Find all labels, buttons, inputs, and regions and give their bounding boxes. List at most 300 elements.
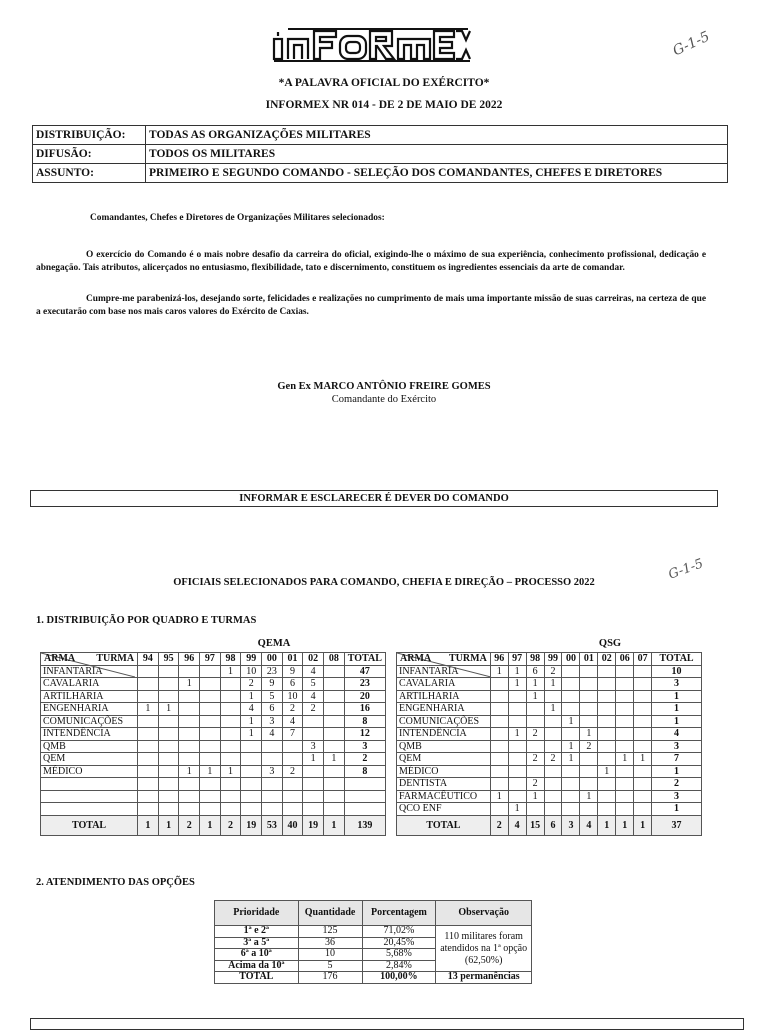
table-row <box>397 728 702 741</box>
observation-cell: 110 militares foram atendidos na 1ª opção (62,50%) <box>436 926 532 972</box>
data-cell <box>324 728 345 741</box>
arma-cell: ENGENHARIA <box>41 703 138 716</box>
data-cell: 3 <box>652 678 702 691</box>
data-cell <box>616 803 634 816</box>
section-heading: 1. DISTRIBUIÇÃO POR QUADRO E TURMAS <box>36 615 257 626</box>
data-cell <box>526 703 544 716</box>
data-cell <box>544 778 562 791</box>
data-cell <box>344 790 385 803</box>
data-cell: 1 <box>508 665 526 678</box>
data-cell <box>138 753 159 766</box>
data-cell <box>282 790 303 803</box>
data-cell <box>616 690 634 703</box>
data-cell: 2 <box>303 703 324 716</box>
total-cell: 53 <box>262 815 283 835</box>
data-cell <box>580 678 598 691</box>
data-cell <box>220 715 241 728</box>
data-cell <box>220 728 241 741</box>
data-cell <box>241 753 262 766</box>
data-cell <box>562 778 580 791</box>
arma-cell: MÉDICO <box>397 765 491 778</box>
data-cell <box>179 803 200 816</box>
data-cell <box>544 715 562 728</box>
data-cell: 1 <box>490 790 508 803</box>
data-cell <box>544 803 562 816</box>
total-label: TOTAL <box>215 972 299 984</box>
total-cell: 2 <box>179 815 200 835</box>
data-cell <box>282 803 303 816</box>
data-cell <box>598 778 616 791</box>
column-header: 96 <box>179 653 200 666</box>
meta-label: DISTRIBUIÇÃO: <box>33 126 146 145</box>
data-cell <box>598 740 616 753</box>
table-row <box>41 803 386 816</box>
data-cell: 1 <box>241 715 262 728</box>
data-cell <box>303 715 324 728</box>
data-cell <box>634 778 652 791</box>
table-row <box>41 753 386 766</box>
data-cell <box>179 740 200 753</box>
column-header: 99 <box>544 653 562 666</box>
data-cell <box>138 765 159 778</box>
arma-cell: ARTILHARIA <box>397 690 491 703</box>
data-cell <box>490 690 508 703</box>
data-cell: 1 <box>652 765 702 778</box>
arma-cell: COMUNICAÇÕES <box>41 715 138 728</box>
table-row <box>397 678 702 691</box>
column-header: 99 <box>241 653 262 666</box>
data-cell <box>158 778 179 791</box>
data-cell: 1 <box>580 728 598 741</box>
data-cell <box>562 790 580 803</box>
column-header: 02 <box>303 653 324 666</box>
data-cell: 1 <box>652 703 702 716</box>
total-cell: 19 <box>241 815 262 835</box>
issue-line: INFORMEX NR 014 - DE 2 DE MAIO DE 2022 <box>265 99 503 111</box>
arma-cell: INTENDÊNCIA <box>397 728 491 741</box>
data-cell <box>580 778 598 791</box>
column-header: 95 <box>158 653 179 666</box>
total-cell: 4 <box>580 815 598 835</box>
data-cell <box>158 728 179 741</box>
data-cell: 3 <box>344 740 385 753</box>
data-cell: 16 <box>344 703 385 716</box>
data-cell <box>200 803 221 816</box>
data-cell <box>200 728 221 741</box>
qsg-title: QSG <box>598 638 622 649</box>
data-cell <box>508 715 526 728</box>
table-row <box>397 753 702 766</box>
data-cell <box>616 715 634 728</box>
data-cell: 20 <box>344 690 385 703</box>
data-cell <box>200 790 221 803</box>
data-cell: 23 <box>344 678 385 691</box>
data-cell: 7 <box>282 728 303 741</box>
data-cell <box>179 715 200 728</box>
data-cell <box>324 778 345 791</box>
arma-cell: COMUNICAÇÕES <box>397 715 491 728</box>
data-cell <box>324 765 345 778</box>
meta-label: ASSUNTO: <box>33 164 146 183</box>
data-cell <box>562 690 580 703</box>
data-cell <box>580 765 598 778</box>
column-header: 97 <box>508 653 526 666</box>
table-row <box>397 803 702 816</box>
data-cell <box>158 740 179 753</box>
column-header: 02 <box>598 653 616 666</box>
data-cell <box>324 678 345 691</box>
column-header: 07 <box>634 653 652 666</box>
data-cell <box>616 740 634 753</box>
data-cell <box>616 665 634 678</box>
data-cell: 2 <box>344 753 385 766</box>
column-header: 08 <box>324 653 345 666</box>
data-cell <box>544 765 562 778</box>
paragraph: Cumpre-me parabenizá-los, desejando sorte, felicidades e realizações no cumprimento de mais uma importante missão de suas carreiras, na certeza de que a executarão com base nos mais caros valores do Exército de Caxias. <box>36 294 706 317</box>
data-cell <box>262 753 283 766</box>
total-cell: 19 <box>303 815 324 835</box>
data-cell <box>303 790 324 803</box>
total-cell: 1 <box>634 815 652 835</box>
data-cell <box>526 715 544 728</box>
data-cell: 4 <box>282 715 303 728</box>
arma-cell: ENGENHARIA <box>397 703 491 716</box>
data-cell: 4 <box>303 665 324 678</box>
arma-cell: CAVALARIA <box>397 678 491 691</box>
table-row <box>41 790 386 803</box>
data-cell <box>490 715 508 728</box>
arma-cell: ARTILHARIA <box>41 690 138 703</box>
data-cell: 6 <box>262 703 283 716</box>
column-header: TOTAL <box>652 653 702 666</box>
data-cell <box>616 790 634 803</box>
data-cell <box>344 803 385 816</box>
data-cell <box>580 703 598 716</box>
data-cell <box>526 803 544 816</box>
paragraph: O exercício do Comando é o mais nobre desafio da carreira do oficial, exigindo-lhe o máximo de sua experiência, conhecimento profissional, dedicação e abnegação. Tais atributos, alicerçados no entusiasmo, flexibilidade, tato e discernimento, constituem os ingredientes essenciais da arte de comandar. <box>36 250 706 273</box>
signature-title: Comandante do Exército <box>331 394 437 405</box>
data-cell: 6 <box>526 665 544 678</box>
meta-value: PRIMEIRO E SEGUNDO COMANDO - SELEÇÃO DOS COMANDANTES, CHEFES E DIRETORES <box>146 164 728 183</box>
arma-cell <box>41 803 138 816</box>
data-cell <box>138 690 159 703</box>
data-cell <box>598 690 616 703</box>
data-cell <box>526 765 544 778</box>
data-cell <box>138 803 159 816</box>
bottom-frame <box>30 1018 744 1030</box>
data-cell <box>303 778 324 791</box>
total-cell: 37 <box>652 815 702 835</box>
total-cell: 15 <box>526 815 544 835</box>
data-cell <box>598 703 616 716</box>
column-header: Prioridade <box>215 901 299 926</box>
data-cell: 23 <box>262 665 283 678</box>
data-cell: 10 <box>282 690 303 703</box>
section-title: OFICIAIS SELECIONADOS PARA COMANDO, CHEFIA E DIREÇÃO – PROCESSO 2022 <box>173 577 595 588</box>
header-info-table <box>32 125 728 183</box>
arma-cell: MÉDICO <box>41 765 138 778</box>
percent-cell: 5,68% <box>362 949 436 961</box>
data-cell <box>580 803 598 816</box>
data-cell <box>562 665 580 678</box>
data-cell <box>200 665 221 678</box>
data-cell <box>634 790 652 803</box>
data-cell: 7 <box>652 753 702 766</box>
data-cell <box>634 803 652 816</box>
data-cell <box>138 740 159 753</box>
handwritten-mark: G-1-5 <box>666 556 706 583</box>
data-cell <box>634 665 652 678</box>
data-cell: 1 <box>634 753 652 766</box>
priority-cell: Acima da 10ª <box>215 960 299 972</box>
data-cell: 1 <box>241 728 262 741</box>
table-row <box>397 778 702 791</box>
total-cell: 2 <box>220 815 241 835</box>
data-cell <box>324 740 345 753</box>
data-cell: 10 <box>241 665 262 678</box>
data-cell <box>262 778 283 791</box>
informex-logo <box>270 24 475 64</box>
column-header: Porcentagem <box>362 901 436 926</box>
column-header: 01 <box>580 653 598 666</box>
column-header: 98 <box>526 653 544 666</box>
data-cell <box>220 690 241 703</box>
data-cell <box>220 703 241 716</box>
data-cell <box>179 728 200 741</box>
quantity-cell: 36 <box>298 937 362 949</box>
data-cell: 10 <box>652 665 702 678</box>
table-row <box>41 778 386 791</box>
total-cell: 100,00% <box>362 972 436 984</box>
data-cell <box>544 728 562 741</box>
total-cell: 13 permanências <box>436 972 532 984</box>
data-cell <box>200 753 221 766</box>
data-cell: 1 <box>562 740 580 753</box>
data-cell <box>241 790 262 803</box>
data-cell <box>598 665 616 678</box>
data-cell <box>262 803 283 816</box>
data-cell: 1 <box>303 753 324 766</box>
data-cell <box>179 790 200 803</box>
data-cell <box>634 690 652 703</box>
data-cell <box>598 753 616 766</box>
data-cell <box>179 778 200 791</box>
table-row <box>397 790 702 803</box>
meta-label: DIFUSÃO: <box>33 145 146 164</box>
data-cell <box>598 803 616 816</box>
data-cell: 2 <box>544 665 562 678</box>
qema-title: QEMA <box>257 638 291 649</box>
data-cell: 1 <box>324 753 345 766</box>
data-cell <box>241 803 262 816</box>
data-cell <box>158 765 179 778</box>
total-cell: 40 <box>282 815 303 835</box>
data-cell: 1 <box>138 703 159 716</box>
data-cell <box>241 778 262 791</box>
data-cell <box>220 778 241 791</box>
data-cell <box>282 753 303 766</box>
data-cell <box>526 740 544 753</box>
data-cell <box>490 753 508 766</box>
data-cell <box>580 690 598 703</box>
column-header: 97 <box>200 653 221 666</box>
data-cell <box>490 803 508 816</box>
arma-label: ARMA <box>44 652 76 664</box>
data-cell <box>598 678 616 691</box>
quantity-cell: 125 <box>298 926 362 938</box>
table-row <box>397 703 702 716</box>
data-cell <box>562 803 580 816</box>
total-cell: 4 <box>508 815 526 835</box>
data-cell: 4 <box>652 728 702 741</box>
total-cell: 1 <box>616 815 634 835</box>
data-cell <box>616 778 634 791</box>
data-cell <box>158 715 179 728</box>
data-cell <box>262 740 283 753</box>
data-cell <box>200 740 221 753</box>
percent-cell: 71,02% <box>362 926 436 938</box>
data-cell <box>634 740 652 753</box>
data-cell <box>616 678 634 691</box>
arma-cell: CAVALARIA <box>41 678 138 691</box>
data-cell <box>508 753 526 766</box>
data-cell <box>138 715 159 728</box>
data-cell <box>634 715 652 728</box>
data-cell: 1 <box>598 765 616 778</box>
total-cell: 1 <box>324 815 345 835</box>
data-cell <box>158 753 179 766</box>
arma-cell: QMB <box>41 740 138 753</box>
arma-cell: QCO ENF <box>397 803 491 816</box>
data-cell <box>220 753 241 766</box>
data-cell <box>241 765 262 778</box>
meta-value: TODAS AS ORGANIZAÇÕES MILITARES <box>146 126 728 145</box>
banner: INFORMAR E ESCLARECER É DEVER DO COMANDO <box>30 490 718 507</box>
data-cell <box>324 803 345 816</box>
arma-cell: FARMACÊUTICO <box>397 790 491 803</box>
data-cell: 1 <box>508 728 526 741</box>
column-header: 98 <box>220 653 241 666</box>
arma-cell <box>41 790 138 803</box>
salutation: Comandantes, Chefes e Diretores de Organizações Militares selecionados: <box>90 213 385 223</box>
data-cell <box>634 703 652 716</box>
column-header: Observação <box>436 901 532 926</box>
data-cell: 1 <box>490 665 508 678</box>
turma-label: TURMA <box>96 653 135 664</box>
data-cell: 1 <box>562 715 580 728</box>
data-cell <box>544 790 562 803</box>
data-cell: 4 <box>241 703 262 716</box>
data-cell <box>634 678 652 691</box>
data-cell <box>324 665 345 678</box>
data-cell: 1 <box>179 678 200 691</box>
data-cell <box>508 765 526 778</box>
column-header: Quantidade <box>298 901 362 926</box>
section-heading: 2. ATENDIMENTO DAS OPÇÕES <box>36 877 195 888</box>
priority-cell: 1ª e 2ª <box>215 926 299 938</box>
data-cell: 8 <box>344 715 385 728</box>
data-cell <box>616 765 634 778</box>
data-cell <box>282 778 303 791</box>
data-cell <box>490 778 508 791</box>
qsg-table <box>396 652 702 836</box>
meta-value: TODOS OS MILITARES <box>146 145 728 164</box>
data-cell <box>634 728 652 741</box>
data-cell: 3 <box>303 740 324 753</box>
arma-cell <box>41 778 138 791</box>
total-cell: 6 <box>544 815 562 835</box>
data-cell <box>562 703 580 716</box>
data-cell <box>200 778 221 791</box>
turma-arma-header <box>41 653 138 666</box>
data-cell <box>508 778 526 791</box>
total-label: TOTAL <box>397 815 491 835</box>
data-cell: 1 <box>580 790 598 803</box>
data-cell <box>344 778 385 791</box>
table-row <box>41 690 386 703</box>
data-cell <box>200 715 221 728</box>
data-cell: 5 <box>262 690 283 703</box>
data-cell: 3 <box>262 715 283 728</box>
arma-cell: INFANTARIA <box>397 665 491 678</box>
data-cell <box>544 690 562 703</box>
data-cell: 1 <box>616 753 634 766</box>
data-cell <box>262 790 283 803</box>
data-cell <box>303 765 324 778</box>
data-cell <box>562 765 580 778</box>
data-cell <box>158 803 179 816</box>
quantity-cell: 5 <box>298 960 362 972</box>
data-cell <box>324 690 345 703</box>
data-cell <box>200 678 221 691</box>
column-header: TOTAL <box>344 653 385 666</box>
data-cell: 3 <box>652 740 702 753</box>
data-cell: 12 <box>344 728 385 741</box>
data-cell: 4 <box>262 728 283 741</box>
data-cell <box>220 740 241 753</box>
data-cell <box>544 740 562 753</box>
data-cell <box>220 803 241 816</box>
data-cell: 2 <box>652 778 702 791</box>
table-row <box>397 690 702 703</box>
turma-arma-header <box>397 653 491 666</box>
table-row <box>41 765 386 778</box>
data-cell <box>490 740 508 753</box>
data-cell: 2 <box>241 678 262 691</box>
data-cell <box>580 715 598 728</box>
data-cell <box>282 740 303 753</box>
priority-cell: 3ª a 5ª <box>215 937 299 949</box>
data-cell: 1 <box>526 678 544 691</box>
data-cell: 9 <box>282 665 303 678</box>
table-row <box>397 765 702 778</box>
percent-cell: 2,84% <box>362 960 436 972</box>
data-cell: 1 <box>508 678 526 691</box>
column-header: 00 <box>262 653 283 666</box>
table-row <box>41 740 386 753</box>
data-cell <box>324 790 345 803</box>
data-cell <box>158 690 179 703</box>
data-cell: 1 <box>652 803 702 816</box>
data-cell: 8 <box>344 765 385 778</box>
data-cell: 1 <box>526 790 544 803</box>
data-cell: 1 <box>158 703 179 716</box>
data-cell <box>490 703 508 716</box>
data-cell: 2 <box>526 778 544 791</box>
data-cell <box>138 678 159 691</box>
data-cell <box>303 728 324 741</box>
data-cell <box>580 753 598 766</box>
